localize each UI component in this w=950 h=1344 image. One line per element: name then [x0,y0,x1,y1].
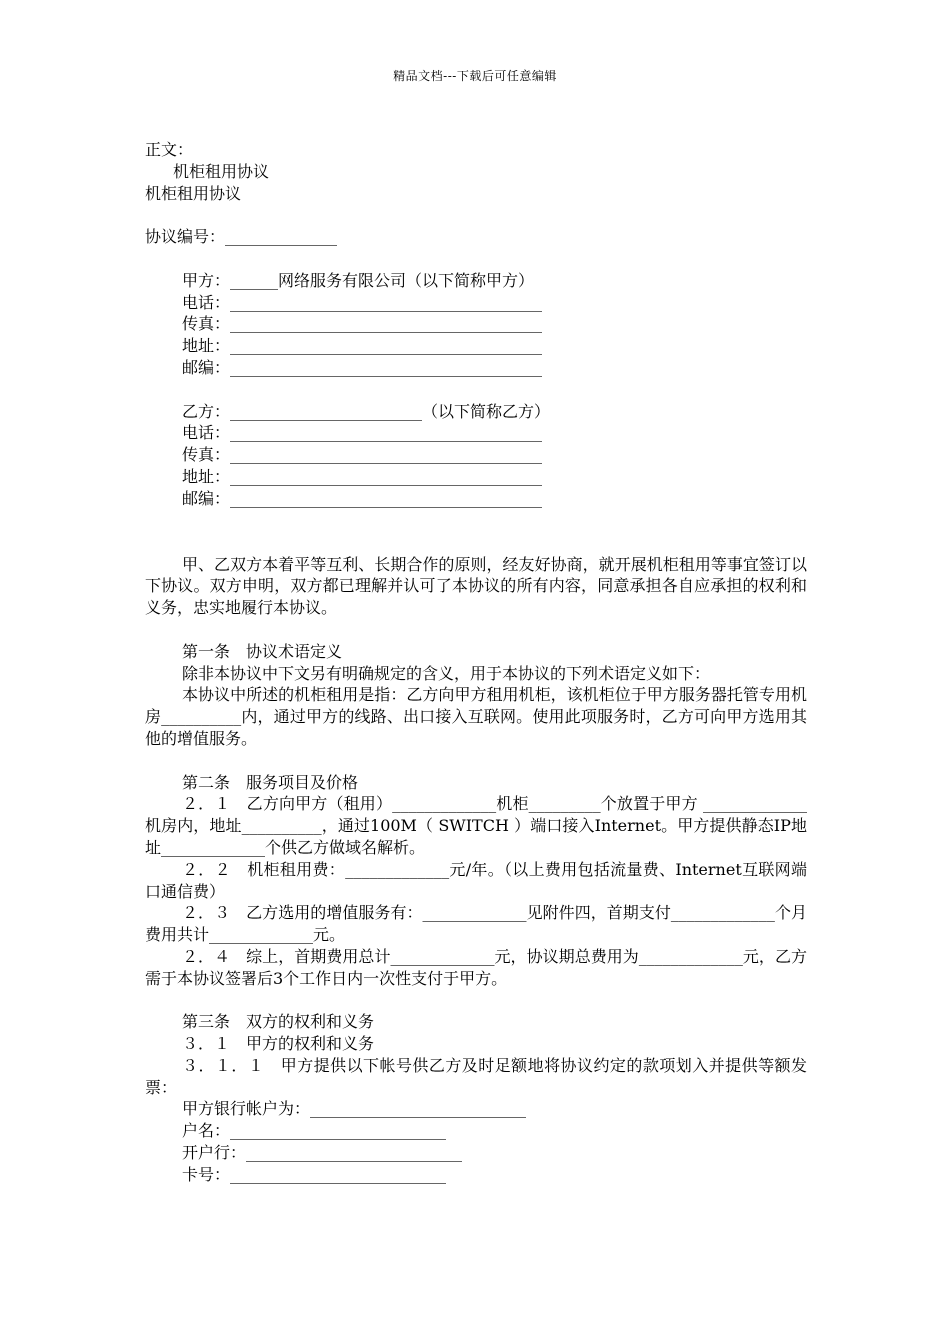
article-2-title: 第二条 服务项目及价格 [182,772,359,792]
agreement-number: 协议编号：______________ [145,227,338,247]
party-a-tel: 电话：_______________________________________ [182,292,543,312]
title-indented: 机柜租用协议 [173,161,270,181]
preamble-paragraph: 甲、乙双方本着平等互利、长期合作的原则，经友好协商，就开展机柜租用等事宜签订以下协议。双方申明，双方都已理解并认可了本协议的所有内容，同意承担各自应承担的权利和义务，忠实地履行本协议。 [145,554,807,618]
party-a-name: 甲方：______网络服务有限公司（以下简称甲方） [182,270,535,290]
party-b-address: 地址：_______________________________________ [182,466,543,486]
article-1-para-1: 除非本协议中下文另有明确规定的含义，用于本协议的下列术语定义如下： [182,663,711,683]
party-a-fax: 传真：_______________________________________ [182,314,543,334]
clause-2-1: ２．１ 乙方向甲方（租用）_____________机柜_________个放置于甲方 _____________机房内，地址__________，通过100M（ SWITCH ）端口接入Internet。甲方提供静态IP地址_____________个供乙方做域名解析。 [145,794,807,857]
article-3-title: 第三条 双方的权利和义务 [182,1012,375,1032]
document-body [145,139,807,1186]
bank-branch: 开户行：___________________________ [182,1143,463,1163]
article-1-title: 第一条 协议术语定义 [182,641,343,661]
clause-2-3: ２．３ 乙方选用的增值服务有：_____________见附件四，首期支付_____________个月费用共计_____________元。 [145,903,807,945]
article-1-para-2: 本协议中所述的机柜租用是指：乙方向甲方租用机柜，该机柜位于甲方服务器托管专用机房__________内，通过甲方的线路、出口接入互联网。使用此项服务时，乙方可向甲方选用其他的增值服务。 [145,685,807,748]
clause-2-4: ２．４ 综上，首期费用总计_____________元，协议期总费用为_____________元，乙方需于本协议签署后3个工作日内一次性支付于甲方。 [145,946,807,988]
party-b-tel: 电话：_______________________________________ [182,423,543,443]
card-number: 卡号：___________________________ [182,1164,447,1184]
intro-label: 正文： [145,140,194,159]
clause-3-1: ３．１ 甲方的权利和义务 [182,1034,375,1054]
clause-2-2: ２．２ 机柜租用费：_____________元/年。（以上费用包括流量费、Internet互联网端口通信费） [145,859,807,901]
page-header: 精品文档---下载后可任意编辑 [393,69,557,83]
clause-3-1-1: ３．１．１ 甲方提供以下帐号供乙方及时足额地将协议约定的款项划入并提供等额发票： [145,1055,807,1097]
party-b-zip: 邮编：_______________________________________ [182,488,543,508]
party-b-fax: 传真：_______________________________________ [182,445,543,465]
party-a-address: 地址：_______________________________________ [182,336,543,356]
party-b-name: 乙方：________________________（以下简称乙方） [182,401,551,421]
account-holder: 户名：___________________________ [182,1121,447,1141]
document-title: 机柜租用协议 [145,183,242,203]
party-a-zip: 邮编：_______________________________________ [182,357,543,377]
bank-account: 甲方银行帐户为：___________________________ [182,1099,527,1119]
